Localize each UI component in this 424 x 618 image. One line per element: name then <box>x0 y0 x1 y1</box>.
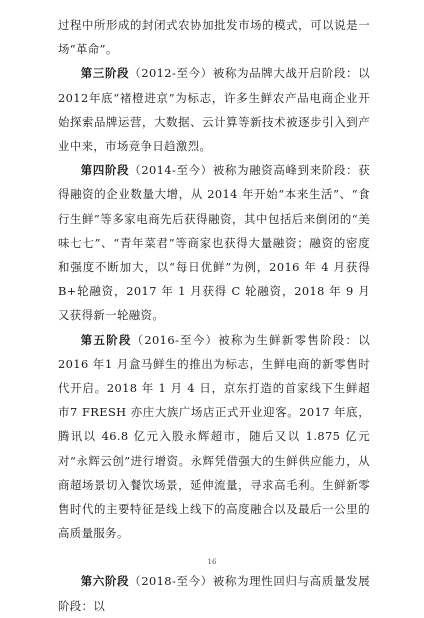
stage-six-body: （2018-至今）被称为理性回归与高质量发展阶段：以 <box>58 574 370 613</box>
stage-three-heading: 第三阶段 <box>80 66 130 81</box>
paragraph-continuation: 过程中所形成的封闭式农协加批发市场的模式，可以说是一场“革命”。 <box>58 18 370 57</box>
paragraph-stage-five <box>58 328 370 546</box>
page-number: 16 <box>207 558 217 566</box>
paragraph-stage-three <box>58 61 370 158</box>
paragraph-stage-four <box>58 158 370 327</box>
stage-three-body: （2012-至今）被称为品牌大战开启阶段：以2012年底“褚橙进京”为标志，许多生鲜农产品电商企业开始探索品牌运营，大数据、云计算等新技术被逐步引入到产业中来，市场竞争日趋激烈。 <box>58 66 370 154</box>
stage-five-body: （2016-至今）被称为生鲜新零售阶段：以2016 年1 月盒马鲜生的推出为标志，生鲜电商的新零售时代开启。2018 年 1 月 4 日，京东打造的首家线下生鲜超市7 FRESH 亦庄大族广场店正式开业迎客。2017 年底，腾讯以 46.8 亿元入股永辉超市，随后又以 1.875 亿元对“永辉云创”进行增资。永辉凭借强大的生鲜供应能力，从商超场景切入餐饮场景，延伸流量，寻求高毛利。生鲜新零售时代的主要特征是线上线下的高度融合以及最后一公里的高质量服务。 <box>58 332 370 541</box>
stage-six-heading: 第六阶段 <box>80 574 130 589</box>
body-text <box>58 13 370 618</box>
stage-four-heading: 第四阶段 <box>80 163 130 178</box>
stage-four-body: （2014-至今）被称为融资高峰到来阶段：获得融资的企业数量大增，从 2014 年开始“本来生活”、“食行生鲜”等多家电商先后获得融资，其中包括后来倒闭的“美味七七”、“青年菜君”等商家也获得大量融资；融资的密度和强度不断加大，以“每日优鲜”为例，2016 年 4 月获得B+轮融资，2017 年 1 月获得 C 轮融资，2018 年 9 月又获得新一轮融资。 <box>58 163 370 323</box>
paragraph-stage-six <box>58 569 370 617</box>
stage-five-heading: 第五阶段 <box>80 332 132 347</box>
